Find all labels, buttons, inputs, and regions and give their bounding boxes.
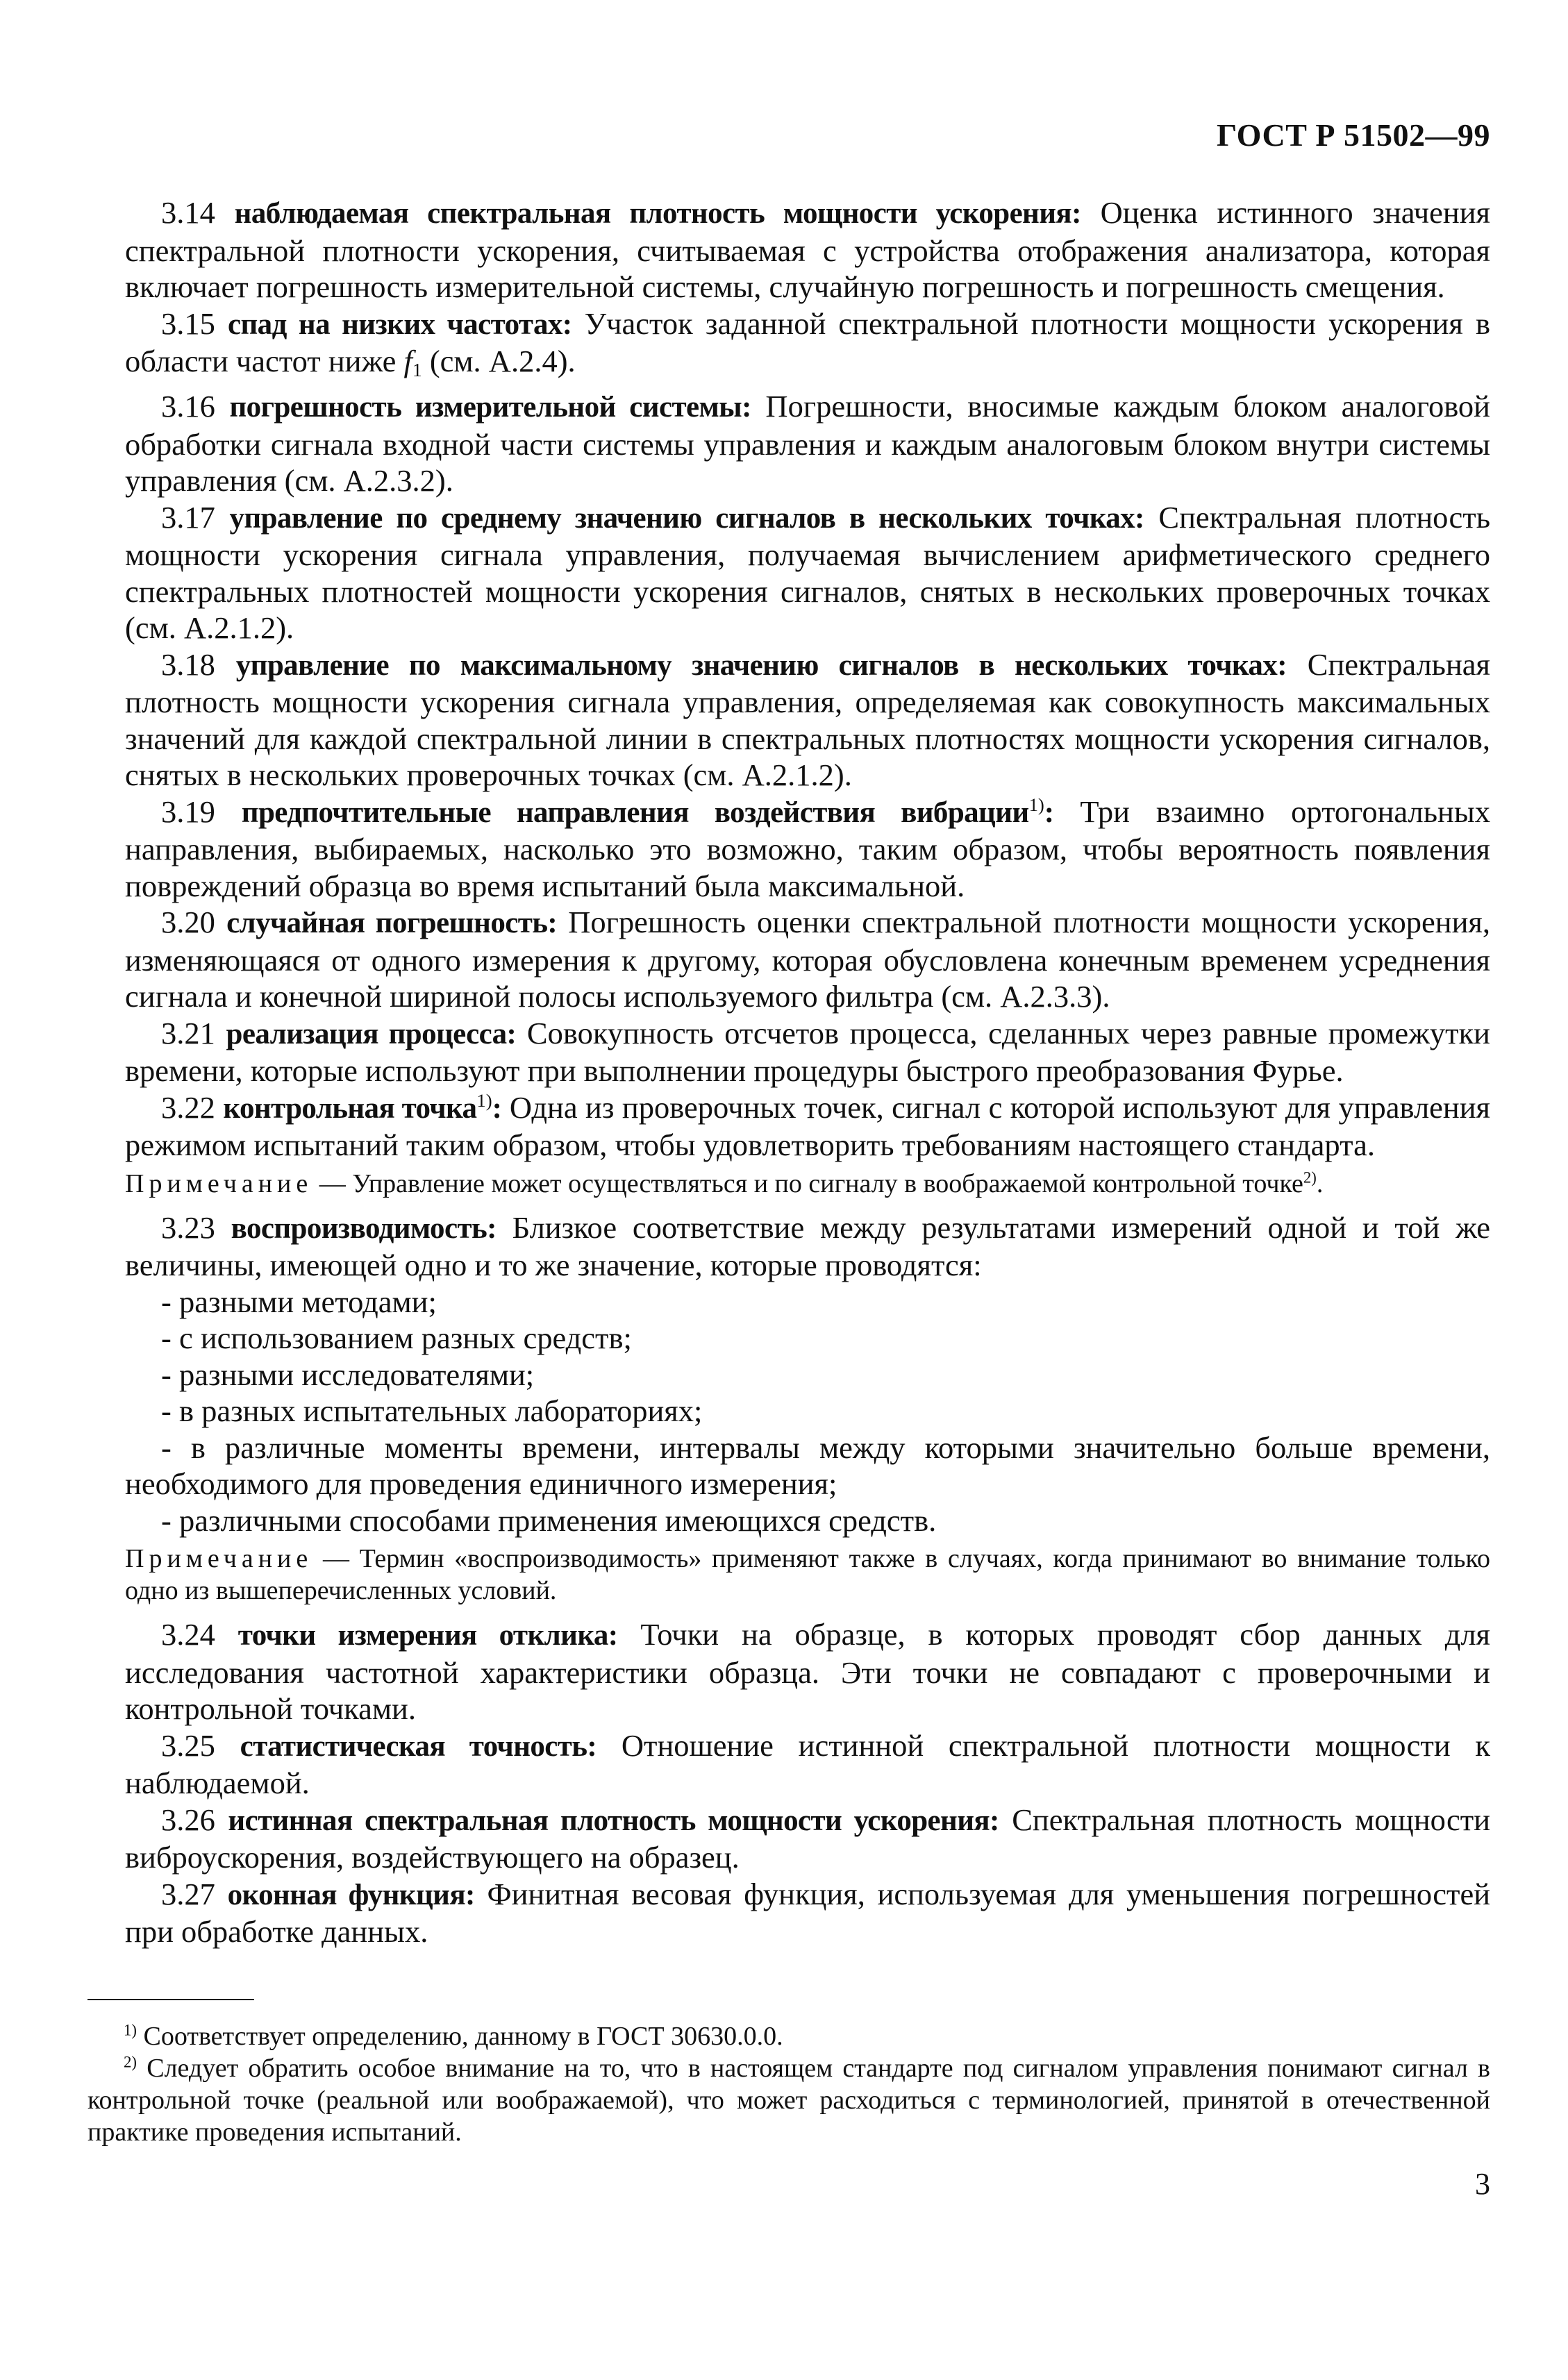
section-3-15: [125, 305, 1490, 389]
section-3-23: [125, 1209, 1490, 1284]
footnote-text: Следует обратить особое внимание на то, что в настоящем стандарте под сигналом управления понимают сигнал в контрольной точке (реальной или воображаемой), что может расходиться с терминологией, принятой в отечественной практике проведения испытаний.: [87, 2054, 1490, 2147]
term-heading: предпочтительные направления воздействия вибрации: [241, 796, 1029, 829]
footnote-mark: 2): [124, 2053, 137, 2071]
section-number: 3.26: [161, 1802, 215, 1837]
footnote-2: [87, 2052, 1490, 2148]
term-heading: контрольная точка: [223, 1091, 477, 1125]
section-number: 3.19: [161, 794, 215, 829]
note-control-point: [125, 1168, 1490, 1200]
list-item: - с использованием разных средств;: [161, 1321, 632, 1356]
term-definition: Отношение истинной спектральной плотности мощности к наблюдаемой.: [125, 1727, 1490, 1801]
section-number: 3.27: [161, 1876, 215, 1911]
document-body: [125, 194, 1490, 1950]
term-definition: Погрешности, вносимые каждым блоком аналоговой обработки сигнала входной части системы управления и каждым аналоговым блоком внутри системы управления (см. А.2.3.2).: [125, 389, 1490, 498]
term-heading: управление по среднему значению сигналов в нескольких точках:: [229, 501, 1144, 535]
term-colon: :: [492, 1091, 502, 1125]
section-3-14: [125, 194, 1490, 305]
term-definition: Одна из проверочных точек, сигнал с которой используют для управления режимом испытаний таким образом, чтобы удовлетворить требованиям настоящего стандарта.: [125, 1089, 1491, 1163]
section-number: 3.25: [161, 1727, 215, 1763]
term-heading: точки измерения отклика:: [237, 1619, 618, 1652]
section-number: 3.14: [161, 195, 215, 230]
list-item: - разными исследователями;: [161, 1357, 535, 1392]
note-text: — Термин «воспроизводимость» применяют также в случаях, когда принимают во внимание только одно из вышеперечисленных условий.: [125, 1544, 1490, 1606]
term-colon: :: [1044, 796, 1054, 829]
footnote-ref-1[interactable]: 1): [1028, 794, 1044, 816]
section-3-25: [125, 1727, 1490, 1802]
term-heading: реализация процесса:: [226, 1017, 517, 1050]
footnote-ref-2[interactable]: 2): [1303, 1168, 1317, 1187]
footnote-text: Соответствует определению, данному в ГОСТ 30630.0.0.: [137, 2022, 783, 2051]
list-item: - разными методами;: [161, 1284, 437, 1319]
term-heading: истинная спектральная плотность мощности ускорения:: [228, 1804, 999, 1837]
section-number: 3.23: [161, 1209, 215, 1245]
term-definition: Совокупность отсчетов процесса, сделанных через равные промежутки времени, которые используют при выполнении процедуры быстрого преобразования Фурье.: [125, 1015, 1491, 1089]
section-3-21: [125, 1015, 1490, 1089]
page-number: 3: [1475, 2167, 1490, 2201]
frequency-subscript: 1: [412, 358, 422, 380]
term-definition: Финитная весовая функция, используемая для уменьшения погрешностей при обработке данных.: [125, 1876, 1491, 1950]
term-heading: спад на низких частотах:: [228, 308, 572, 341]
section-number: 3.16: [161, 389, 215, 424]
note-label: Примечание: [125, 1544, 313, 1574]
term-heading: наблюдаемая спектральная плотность мощности ускорения:: [234, 197, 1081, 230]
section-3-18: [125, 646, 1490, 794]
term-heading: оконная функция:: [227, 1878, 475, 1911]
section-3-16: [125, 388, 1490, 499]
term-heading: погрешность измерительной системы:: [229, 391, 751, 424]
section-number: 3.15: [161, 305, 215, 341]
section-number: 3.18: [161, 646, 215, 682]
note-text: — Управление может осуществляться и по сигналу в воображаемой контрольной точке: [312, 1168, 1303, 1198]
term-definition: Участок заданной спектральной плотности мощности ускорения в области частот ниже: [125, 305, 1490, 378]
section-number: 3.22: [161, 1089, 215, 1125]
section-3-19: [125, 794, 1490, 905]
section-3-17: [125, 499, 1490, 646]
section-3-27: [125, 1876, 1490, 1950]
frequency-symbol: f: [403, 344, 412, 378]
section-3-24: [125, 1616, 1490, 1727]
term-definition: Точки на образце, в которых проводят сбор данных для исследования частотной характеристики образца. Эти точки не совпадают с проверочными и контрольной точками.: [125, 1617, 1491, 1727]
term-definition: Близкое соответствие между результатами измерений одной и той же величины, имеющей одно и то же значение, которые проводятся:: [125, 1209, 1491, 1283]
term-definition: Три взаимно ортогональных направления, выбираемых, насколько это возможно, таким образом, чтобы вероятность появления повреждений образца во время испытаний была максимальной.: [125, 794, 1491, 903]
footnote-1: [87, 2020, 1490, 2052]
note-end: .: [1316, 1168, 1324, 1198]
list-item: - различными способами применения имеющихся средств.: [161, 1502, 937, 1538]
section-3-26: [125, 1802, 1490, 1876]
footnote-separator: [87, 1999, 254, 2000]
term-heading: статистическая точность:: [240, 1729, 597, 1763]
term-definition: Спектральная плотность мощности ускорения сигнала управления, определяемая как совокупность максимальных значений для каждой спектральной линии в спектральных плотностях мощности ускорения сигналов, снятых в нескольких проверочных точках (см. А.2.1.2).: [125, 646, 1490, 793]
footnotes: [87, 2020, 1490, 2148]
note-reproducibility: [125, 1543, 1490, 1607]
list-item: - в различные моменты времени, интервалы между которыми значительно больше времени, необходимого для проведения единичного измерения;: [125, 1430, 1490, 1502]
reproducibility-list: [125, 1284, 1490, 1539]
list-item: - в разных испытательных лабораториях;: [161, 1393, 703, 1429]
term-definition: Спектральная плотность мощности ускорения сигнала управления, получаемая вычислением арифметического среднего спектральных плотностей мощности ускорения сигналов, снятых в нескольких проверочных точках (см. А.2.1.2).: [125, 499, 1490, 646]
note-label: Примечание: [125, 1168, 313, 1198]
term-definition: Спектральная плотность мощности виброускорения, воздействующего на образец.: [125, 1802, 1491, 1875]
term-definition: Оценка истинного значения спектральной плотности ускорения, считываемая с устройства отображения анализатора, которая включает погрешность измерительной системы, случайную погрешность и погрешность смещения.: [125, 195, 1491, 304]
section-number: 3.20: [161, 905, 215, 940]
section-number: 3.21: [161, 1015, 215, 1050]
section-3-20: [125, 904, 1490, 1015]
section-number: 3.24: [161, 1617, 215, 1652]
section-number: 3.17: [161, 499, 215, 535]
term-heading: случайная погрешность:: [226, 907, 558, 940]
document-number-header: ГОСТ Р 51502—99: [1217, 117, 1490, 153]
term-definition: Погрешность оценки спектральной плотности мощности ускорения, изменяющаяся от одного измерения к другому, которая обусловлена конечным временем усреднения сигнала и конечной шириной полосы используемого фильтра (см. А.2.3.3).: [125, 905, 1490, 1014]
footnote-ref-1[interactable]: 1): [476, 1090, 492, 1112]
footnote-mark: 1): [124, 2021, 137, 2039]
term-definition-end: (см. А.2.4).: [422, 344, 576, 378]
section-3-22: [125, 1089, 1490, 1164]
term-heading: воспроизводимость:: [231, 1212, 497, 1245]
term-heading: управление по максимальному значению сигналов в нескольких точках:: [235, 648, 1287, 682]
